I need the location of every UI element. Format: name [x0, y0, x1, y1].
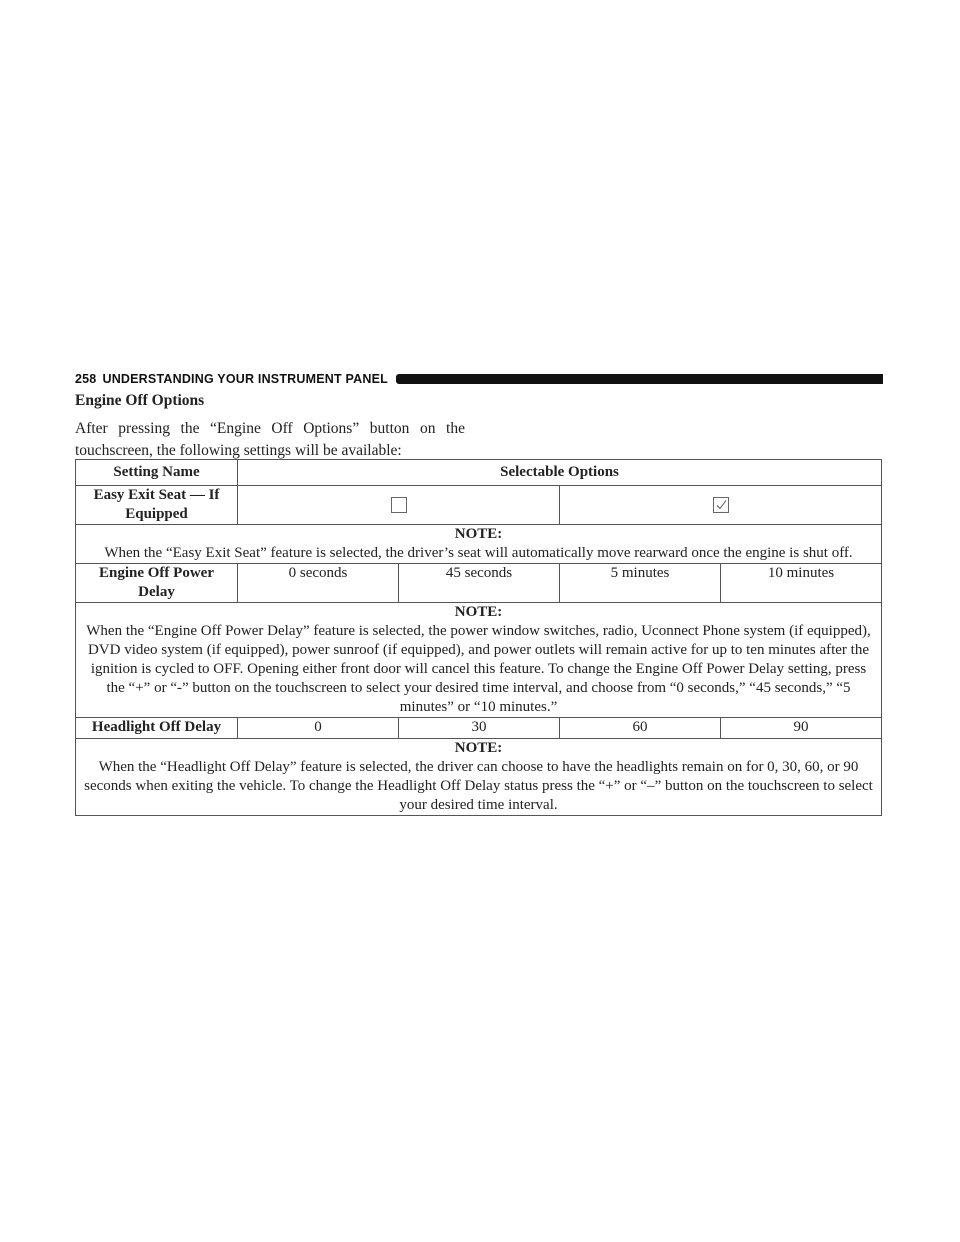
setting-name-engine-off-power-delay: Engine Off Power Delay	[76, 564, 238, 603]
option-cell: 0	[238, 718, 399, 739]
option-cell: 60	[560, 718, 721, 739]
note-label: NOTE:	[454, 740, 503, 756]
header-setting-name: Setting Name	[76, 460, 238, 486]
table-row-power-delay-note	[76, 603, 882, 718]
option-unchecked	[238, 486, 560, 525]
note-headlight-off-delay	[76, 739, 882, 816]
table-header-row	[76, 460, 882, 486]
option-checked	[560, 486, 882, 525]
unchecked-checkbox-icon	[391, 497, 407, 513]
table-row-headlight-off-delay	[76, 718, 882, 739]
option-cell: 30	[399, 718, 560, 739]
table-row-easy-exit-note	[76, 525, 882, 564]
note-text: When the “Easy Exit Seat” feature is selected, the driver’s seat will automatically move rearward once the engine is shut off.	[104, 545, 853, 561]
option-cell: 0 seconds	[238, 564, 399, 603]
note-text: When the “Engine Off Power Delay” feature is selected, the power window switches, radio, Uconnect Phone system (if equipped), DVD video system (if equipped), power sunroof (if equipped), and power outlets will remain active for up to ten minutes after the ignition is cycled to OFF. Opening either front door will cancel this feature. To change the Engine Off Power Delay setting, press the “+” or “-” button on the touchscreen to select your desired time interval, and choose from “0 seconds,” “45 seconds,” “5 minutes” or “10 minutes.”	[86, 623, 871, 715]
page-title: Engine Off Options	[75, 392, 205, 409]
engine-off-options-table	[75, 459, 882, 816]
table-row-easy-exit-seat	[76, 486, 882, 525]
note-easy-exit-seat	[76, 525, 882, 564]
setting-name-headlight-off-delay: Headlight Off Delay	[76, 718, 238, 739]
option-cell: 5 minutes	[560, 564, 721, 603]
header-rule	[396, 374, 883, 384]
table-row-engine-off-power-delay	[76, 564, 882, 603]
checked-checkbox-icon	[713, 497, 729, 513]
option-cell: 90	[721, 718, 882, 739]
option-cell: 10 minutes	[721, 564, 882, 603]
table-row-headlight-note	[76, 739, 882, 816]
note-label: NOTE:	[454, 604, 503, 620]
note-text: When the “Headlight Off Delay” feature is selected, the driver can choose to have the headlights remain on for 0, 30, 60, or 90 seconds when exiting the vehicle. To change the Headlight Off Delay status press the “+” or “–” button on the touchscreen to select your desired time interval.	[84, 759, 873, 813]
note-label: NOTE:	[454, 526, 503, 542]
section-title: UNDERSTANDING YOUR INSTRUMENT PANEL	[102, 372, 388, 386]
intro-paragraph: After pressing the “Engine Off Options” button on the touchscreen, the following settings will be available:	[75, 420, 465, 459]
page-header	[75, 371, 883, 387]
setting-name-easy-exit-seat: Easy Exit Seat — If Equipped	[76, 486, 238, 525]
option-cell: 45 seconds	[399, 564, 560, 603]
page-number: 258	[75, 372, 97, 386]
note-engine-off-power-delay	[76, 603, 882, 718]
header-selectable-options: Selectable Options	[238, 460, 882, 486]
